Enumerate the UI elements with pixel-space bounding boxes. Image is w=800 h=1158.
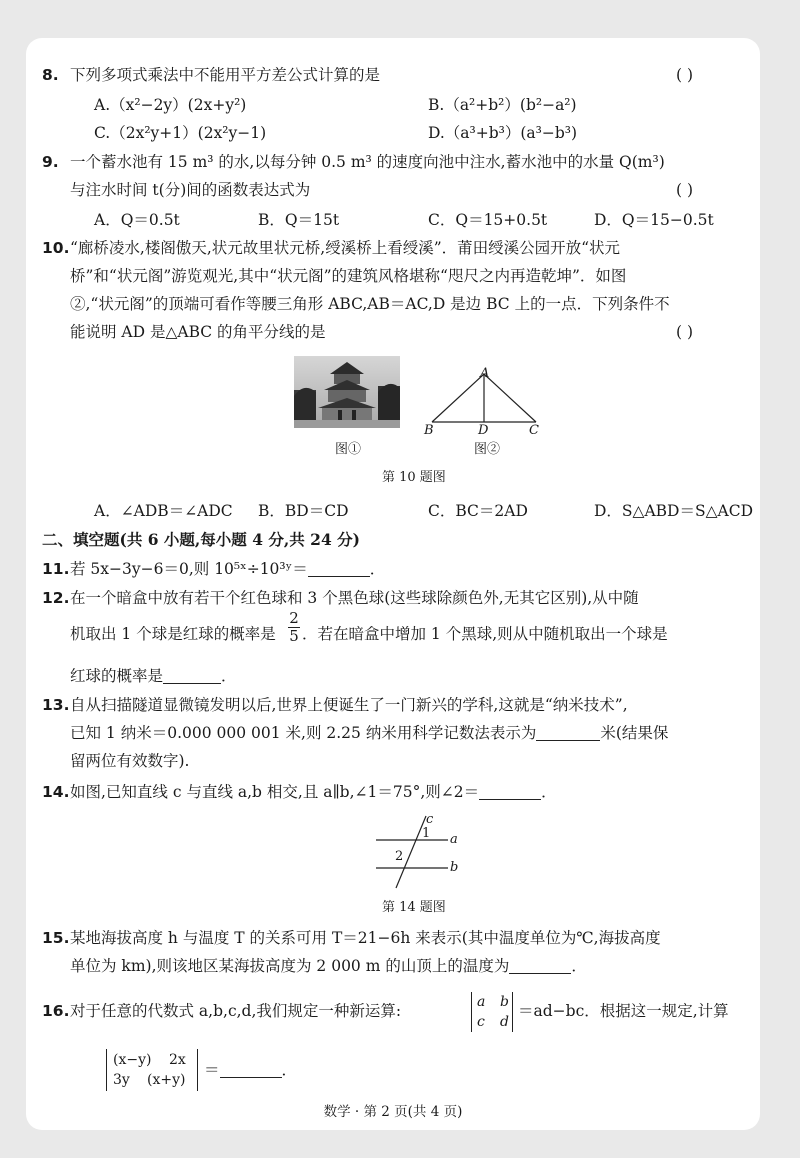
point-c-label: C: [529, 423, 539, 438]
q9-option-d: D．Q＝15−0.5t: [594, 211, 714, 229]
q10-option-b: B．BD＝CD: [258, 502, 349, 520]
q12-answer-blank[interactable]: [163, 668, 221, 684]
q8-answer-paren: ( ): [676, 66, 694, 84]
fraction-denominator: 5: [289, 627, 299, 645]
q16-answer-row: [204, 1059, 297, 1081]
q8-option-a: A.（x²−2y）(2x+y²): [94, 96, 247, 114]
q8-option-d: D.（a³+b³）(a³−b³): [428, 124, 578, 142]
q9-number: 9.: [42, 153, 59, 171]
q8-option-b: B.（a²+b²）(b²−a²): [428, 96, 577, 114]
q9-line1: 一个蓄水池有 15 m³ 的水,以每分钟 0.5 m³ 的速度向池中注水,蓄水池中的水量 Q(m³): [70, 153, 665, 171]
point-a-label: A: [480, 366, 490, 381]
fig1-caption: 图①: [335, 442, 362, 457]
det2-b: 2x: [169, 1052, 186, 1068]
line-a-label: a: [450, 832, 458, 847]
q11-end: ．: [369, 560, 386, 578]
q11-row: [70, 558, 385, 580]
det1-a: a: [477, 994, 486, 1010]
point-d-label: D: [478, 423, 489, 438]
q9-option-a: A．Q＝0.5t: [94, 211, 180, 229]
q10-line2: 桥”和“状元阁”游览观光,其中“状元阁”的建筑风格堪称“咫尺之内再造乾坤”．如图: [70, 267, 627, 285]
pavilion-photo: [294, 356, 400, 428]
q12-line3: 红球的概率是: [70, 667, 164, 685]
q14-answer-blank[interactable]: [479, 784, 541, 800]
q9-option-c: C．Q＝15+0.5t: [428, 211, 548, 229]
q10-option-a: A．∠ADB＝∠ADC: [94, 502, 233, 520]
q12-number: 12.: [42, 589, 70, 607]
q12-line2b: ．若在暗盒中增加 1 个黑球,则从中随机取出一个球是: [302, 625, 668, 643]
q10-line3: ②,“状元阁”的顶端可看作等腰三角形 ABC,AB＝AC,D 是边 BC 上的一点．下列条件不: [70, 295, 670, 313]
q10-line1: “廊桥凌水,楼阁傲天,状元故里状元桥,绶溪桥上看绶溪”．莆田绶溪公园开放“状元: [70, 239, 621, 257]
q10-option-c: C．BC＝2AD: [428, 502, 528, 520]
q8-number: 8.: [42, 66, 59, 84]
q14-end: ．: [541, 783, 557, 801]
fraction-numerator: 2: [289, 609, 299, 627]
section2-title: 二、填空题(共 6 小题,每小题 4 分,共 24 分): [42, 530, 360, 549]
q15-answer-blank[interactable]: [509, 958, 571, 974]
q13-line2-row: [70, 722, 668, 744]
probability-fraction: [288, 610, 300, 645]
q15-line2: 单位为 km),则该地区某海拔高度为 2 000 m 的山顶上的温度为: [70, 957, 510, 975]
det1-d: d: [500, 1014, 509, 1030]
point-b-label: B: [424, 423, 434, 438]
line-b-label: b: [450, 860, 459, 875]
q11-answer-blank[interactable]: [308, 561, 370, 577]
page-footer: 数学 · 第 2 页(共 4 页): [323, 1104, 463, 1120]
q16-answer-blank[interactable]: [220, 1062, 282, 1078]
q15-line2-row: [70, 955, 587, 977]
q15-end: ．: [571, 957, 587, 975]
q10-option-d: D．S△ABD＝S△ACD: [594, 502, 753, 520]
line-c-label: c: [426, 812, 434, 827]
q15-number: 15.: [42, 929, 70, 947]
q14-figure-caption: 第 14 题图: [382, 900, 446, 915]
fig2-caption: 图②: [474, 442, 501, 457]
q12-end: ．: [221, 667, 237, 685]
q12-line2a: 机取出 1 个球是红球的概率是: [70, 625, 276, 643]
q16-text: 对于任意的代数式 a,b,c,d,我们规定一种新运算:: [70, 1002, 402, 1020]
q13-line3: 留两位有效数字).: [70, 752, 190, 770]
q16-number: 16.: [42, 1002, 70, 1020]
q16-end: ．: [281, 1061, 298, 1079]
determinant-to-compute: [106, 1049, 198, 1091]
q13-line1: 自从扫描隧道显微镜发明以后,世界上便诞生了一门新兴的学科,这就是“纳米技术”,: [70, 696, 628, 714]
q9-line2: 与注水时间 t(分)间的函数表达式为: [70, 181, 311, 199]
q10-line4: 能说明 AD 是△ABC 的角平分线的是: [70, 323, 326, 341]
angle-1-label: 1: [422, 826, 431, 841]
q10-answer-paren: ( ): [676, 323, 694, 341]
q8-stem: 下列多项式乘法中不能用平方差公式计算的是: [70, 66, 381, 84]
q13-line2b: 米(结果保: [600, 724, 669, 742]
q12-line3-row: [70, 665, 237, 687]
det1-b: b: [500, 994, 509, 1010]
q16-rule: ＝ad−bc．根据这一规定,计算: [518, 1002, 729, 1020]
angle-2-label: 2: [395, 849, 404, 864]
exam-page: [26, 38, 760, 1130]
q10-number: 10.: [42, 239, 70, 257]
q8-option-c: C.（2x²y+1）(2x²y−1): [94, 124, 267, 142]
q13-line2a: 已知 1 纳米＝0.000 000 001 米,则 2.25 纳米用科学记数法表示为: [70, 724, 537, 742]
det2-c: 3y: [113, 1072, 130, 1088]
q14-text: 如图,已知直线 c 与直线 a,b 相交,且 a∥b,∠1＝75°,则∠2＝: [70, 783, 480, 801]
q11-text: 若 5x−3y−6＝0,则 10⁵ˣ÷10³ʸ＝: [70, 560, 308, 578]
q14-row: [70, 781, 557, 803]
q13-number: 13.: [42, 696, 70, 714]
q15-line1: 某地海拔高度 h 与温度 T 的关系可用 T＝21−6h 来表示(其中温度单位为℃,海拔高度: [70, 929, 661, 947]
q9-answer-paren: ( ): [676, 181, 694, 199]
det1-c: c: [477, 1014, 485, 1030]
q16-equals: ＝: [204, 1061, 220, 1079]
q9-option-b: B．Q＝15t: [258, 211, 340, 229]
q10-figure-caption: 第 10 题图: [382, 470, 446, 485]
determinant-definition: [471, 992, 513, 1032]
det2-d: (x+y): [147, 1072, 186, 1088]
q13-answer-blank[interactable]: [536, 725, 600, 741]
det2-a: (x−y): [113, 1052, 152, 1068]
q11-number: 11.: [42, 560, 70, 578]
parallel-lines-figure: [366, 810, 466, 890]
q14-number: 14.: [42, 783, 70, 801]
q12-line1: 在一个暗盒中放有若干个红色球和 3 个黑色球(这些球除颜色外,无其它区别),从中随: [70, 589, 639, 607]
